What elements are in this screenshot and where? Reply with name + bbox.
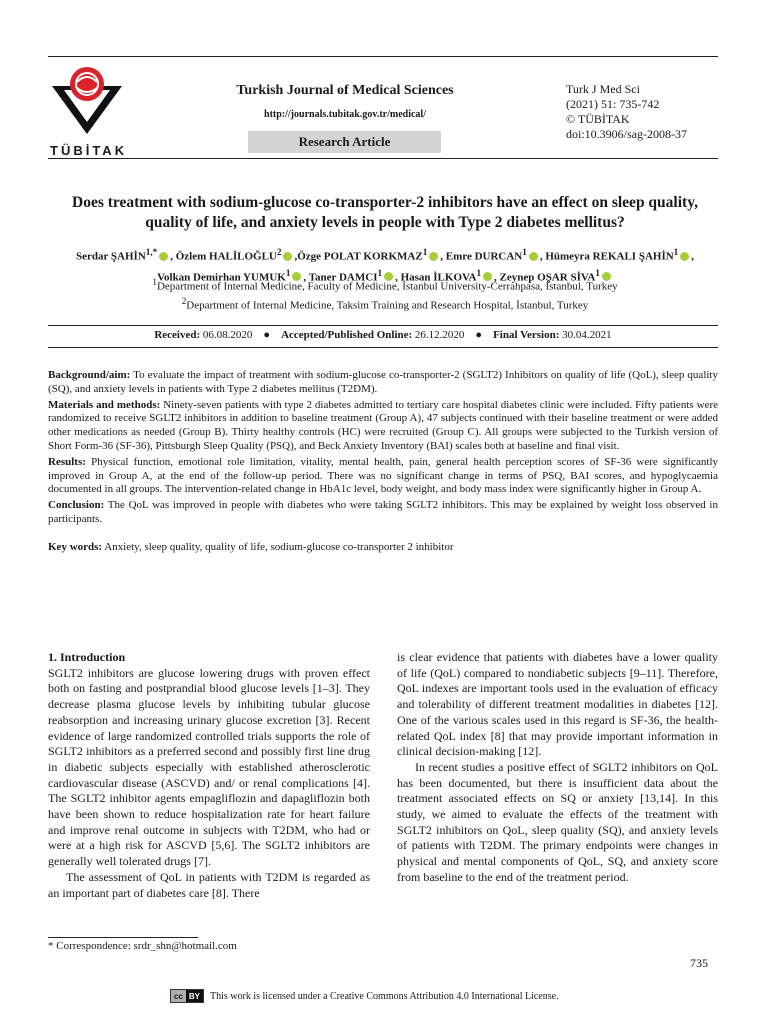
authors-line-1: Serdar $ŞAHİN^{1,*}$ , Özlem HALİLOĞLU$^2$ ,Özge POLAT KORKMAZ$^1$ , Emre DURCAN$^1$ , Hümeyra REKALI ŞAHİN$^1$ , — [76, 247, 694, 263]
article-type-badge: Research Article — [248, 131, 441, 153]
orcid-icon[interactable] — [429, 252, 438, 261]
footnote-correspondence: * Correspondence: srdr_shn@hotmail.com — [48, 940, 237, 952]
affiliation-1: $^1$Department of Internal Medicine, Faculty of Medicine, İstanbul University-Cerrahpasa, İstanbul, Turkey — [152, 277, 618, 293]
author-name: Serdar ŞAHİN — [76, 250, 146, 263]
section-heading: 1. Introduction — [48, 650, 126, 664]
tubitak-logo — [50, 64, 128, 158]
orcid-icon[interactable] — [680, 252, 689, 261]
keywords: Key words: Anxiety, sleep quality, quality of life, sodium-glucose co-transporter 2 inhibitor — [48, 540, 454, 553]
page-number: 735 — [690, 956, 708, 970]
citation-copyright: © TÜBİTAK — [566, 112, 630, 126]
tubitak-emblem-icon — [50, 64, 124, 136]
orcid-icon[interactable] — [283, 252, 292, 261]
citation-block — [566, 82, 726, 142]
top-rule — [48, 56, 718, 57]
abstract-results: Results: Physical function, emotional role limitation, vitality, mental health, pain, general health perception scores of SF-36 were significantly improved in Group A, at the end of the follow-up period. There was no significant change in terms of PSQ, BAI scores, and hypoglycaemia documented in all groups. The intervention-related change in HbA1c level, body weight, and body mass index were significantly higher in Group A. — [48, 455, 719, 496]
authors-line-2: Volkan Demirhan YUMUK$^1$ , Taner DAMCI$^1$ , Hasan İLKOVA$^1$ , Zeynep OŞAR SİVA$^1$ — [40, 265, 730, 286]
article-title: Does treatment with sodium-glucose co-transporter-2 inhibitors have an effect on sleep quality, quality of life, and anxiety levels in people with Type 2 diabetes mellitus? — [72, 194, 698, 231]
body-right-column — [397, 650, 718, 886]
dates-rule-bottom — [48, 347, 718, 348]
abstract-methods: Materials and methods: Ninety-seven patients with type 2 diabetes admitted to tertiary care hospital diabetes clinic were included. Fifty patients were randomized to receive SGLT2 inhibitors in addition to baseline treatment (Group A), 47 subjects continued with their baseline treatment or were added other medications as needed (Group B). Thirty healthy controls (HC) were recruited (Group C). All groups were subjected to the Turkish version of Short Form-36 (SF-36), Pittsburgh Sleep Quality (PSQ), and Beck Anxiety Inventory (BAI) scales both at baseline and final visit. — [48, 398, 718, 452]
abstract — [48, 369, 718, 557]
cc-by-badge-icon[interactable]: cc BY — [170, 989, 204, 1003]
author-name: , Zeynep OŞAR SİVA — [494, 271, 596, 284]
separator-dot: ● — [263, 329, 271, 341]
separator-dot: ● — [475, 329, 483, 341]
citation-volume: (2021) 51: 735-742 — [566, 97, 660, 111]
affiliation-2: $^2$Department of Internal Medicine, Taksim Training and Research Hospital, İstanbul, Turkey — [181, 295, 589, 312]
logo-text: TÜBİTAK — [50, 143, 128, 158]
journal-url[interactable]: http://journals.tubitak.gov.tr/medical/ — [264, 109, 426, 120]
header-rule — [48, 158, 718, 159]
citation-doi[interactable]: doi:10.3906/sag-2008-37 — [566, 127, 687, 141]
accepted-date: 26.12.2020 — [414, 329, 465, 341]
final-date: 30.04.2021 — [562, 329, 612, 341]
dates-rule-top — [48, 325, 718, 326]
abstract-background: Background/aim: To evaluate the impact of treatment with sodium-glucose co-transporter-2 (SGLT2) Inhibitors on quality of life (QoL), sleep quality (SQ), and anxiety levels in patients with Type 2 diabetes mellitus (T2DM). — [48, 369, 718, 395]
article-dates — [48, 329, 718, 341]
author-name: , Özlem HALİLOĞLU — [170, 250, 277, 263]
author-name: , Hasan İLKOVA — [395, 271, 477, 284]
author-name: Volkan Demirhan YUMUK — [157, 271, 286, 284]
license-footer — [170, 989, 559, 1003]
author-name: , Taner DAMCI — [303, 271, 378, 284]
abstract-conclusion: Conclusion: The QoL was improved in people with diabetes who were taking SGLT2 inhibitors. This may be explained by weight loss observed in participants. — [48, 499, 718, 525]
author-name: , Hümeyra REKALI ŞAHİN — [539, 250, 674, 263]
paragraph: In recent studies a positive effect of SGLT2 inhibitors on QoL has been documented, but there is insufficient data about the treatment associated effects on SQ or anxiety [13,14]. In this study, we aimed to evaluate the effects of the treatment with SGLT2 inhibitors on QoL, sleep quality (SQ), and anxiety levels of patients with T2DM. The primary endpoints were changes in physical and mental components of QoL, SQ, and anxiety score from baseline to the end of the treatment period. — [397, 759, 718, 884]
license-text: This work is licensed under a Creative Commons Attribution 4.0 International License. — [210, 990, 559, 1002]
received-date: 06.08.2020 — [202, 329, 253, 341]
paragraph: The assessment of QoL in patients with T2DM is regarded as an important part of diabetes care [8]. There — [48, 869, 370, 900]
paragraph: is clear evidence that patients with diabetes have a lower quality of life (QoL) compared to nondiabetic subjects [9–11]. Therefore, QoL indexes are important tools used in the evaluation of efficacy and tolerability of different treatment modalities in diabetes [12]. One of the various scales used in this regard is SF-36, the health-related QoL index [8] that may provide important information in clinical decision-making [12]. — [397, 650, 718, 759]
footnote-rule — [48, 937, 198, 938]
orcid-icon[interactable] — [159, 252, 168, 261]
affiliations — [40, 275, 730, 312]
citation-journal: Turk J Med Sci — [566, 82, 640, 96]
body-left-column — [48, 650, 370, 901]
author-name: ,Özge POLAT KORKMAZ — [294, 250, 423, 263]
final-label: Final Version: — [493, 329, 560, 341]
author-name: , Emre DURCAN — [440, 250, 523, 263]
received-label: Received: — [154, 329, 201, 341]
accepted-label: Accepted/Published Online: — [281, 329, 413, 341]
author-name: , — [691, 250, 694, 263]
paragraph: SGLT2 inhibitors are glucose lowering drugs with proven effect both on fasting and postprandial blood glucose levels [1–3]. They decrease plasma glucose levels by inhibiting tubular glucose reabsorption and increasing urinary glucose excretion [3]. Recent evidence of large randomized controlled trials supports the role of SGLT2 inhibitors as a preferred second and possibly first line drug in diabetic subjects especially with established atherosclerotic cardiovascular disease (ASCVD) and/ or renal complications [4]. The SGLT2 inhibitor agents empagliflozin and dapagliflozin both have been shown to reduce hospitalization rate for heart failure and improve renal outcome in subjects with T2DM, who had or were at a high risk for ASCVD [5,6]. The SGLT2 inhibitors are generally well tolerated drugs [7]. — [48, 665, 370, 869]
orcid-icon[interactable] — [529, 252, 538, 261]
journal-name: Turkish Journal of Medical Sciences — [236, 83, 454, 98]
